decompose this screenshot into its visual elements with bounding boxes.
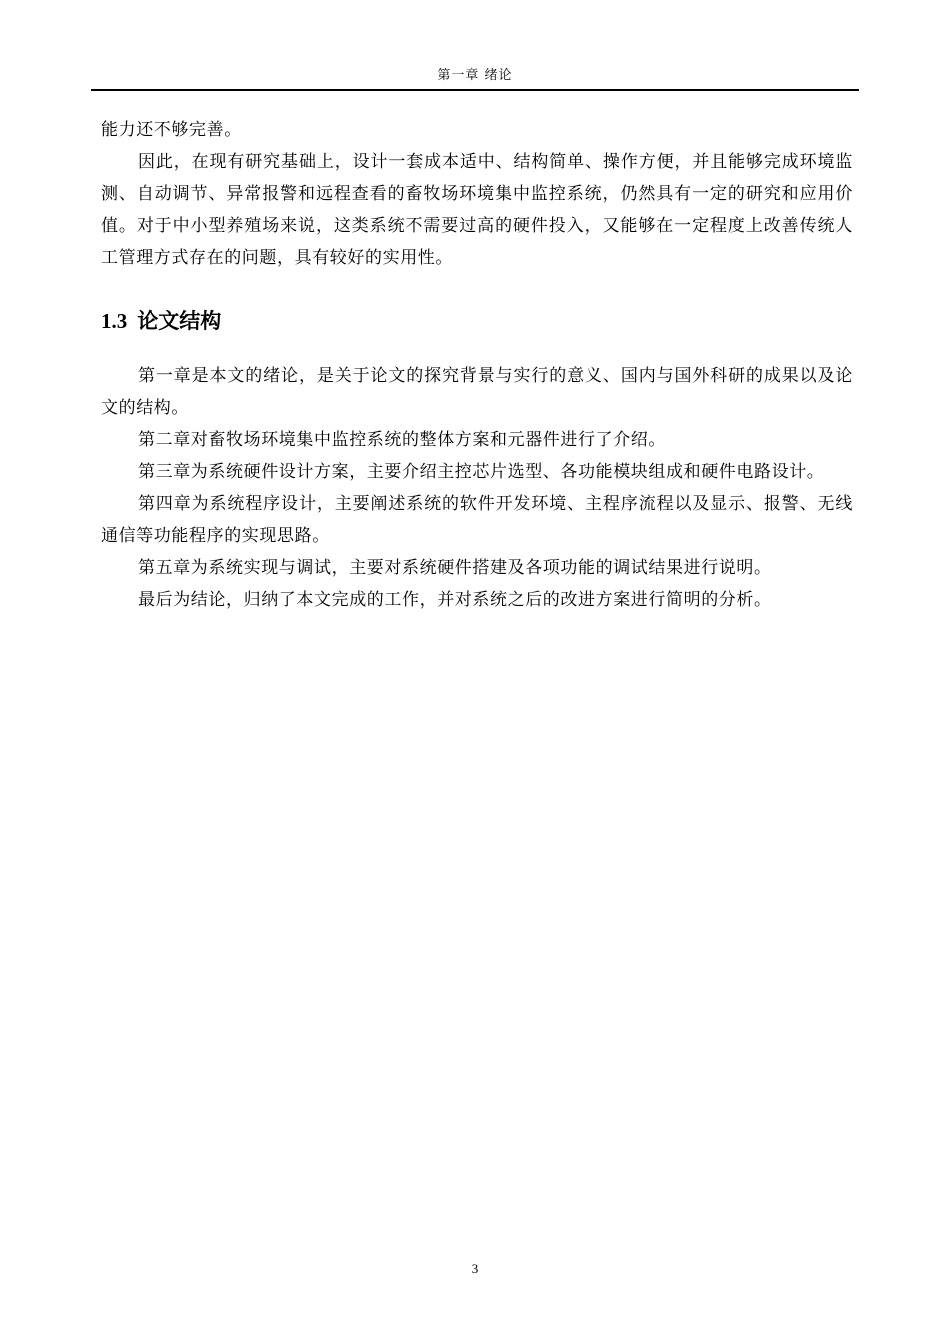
running-header: 第一章 绪论 [437, 68, 513, 83]
body-paragraph: 能力还不够完善。 [101, 120, 242, 140]
page-number: 3 [471, 1261, 479, 1276]
section-heading [101, 307, 853, 335]
body-paragraph: 因此，在现有研究基础上，设计一套成本适中、结构简单、操作方便，并且能够完成环境监测、自动调节、异常报警和远程查看的畜牧场环境集中监控系统，仍然具有一定的研究和应用价值。对于中小型养殖场来说，这类系统不需要过高的硬件投入，又能够在一定程度上改善传统人工管理方式存在的问题，具有较好的实用性。 [101, 152, 853, 268]
body-paragraph: 最后为结论，归纳了本文完成的工作，并对系统之后的改进方案进行简明的分析。 [138, 590, 772, 610]
body-paragraph: 第四章为系统程序设计，主要阐述系统的软件开发环境、主程序流程以及显示、报警、无线通信等功能程序的实现思路。 [101, 494, 853, 546]
body-content [101, 114, 853, 616]
body-paragraph: 第二章对畜牧场环境集中监控系统的整体方案和元器件进行了介绍。 [138, 430, 666, 450]
body-paragraph: 第一章是本文的绪论，是关于论文的探究背景与实行的意义、国内与国外科研的成果以及论文的结构。 [101, 366, 853, 418]
section-title: 论文结构 [137, 309, 222, 333]
header-rule [91, 89, 859, 91]
body-paragraph: 第三章为系统硬件设计方案，主要介绍主控芯片选型、各功能模块组成和硬件电路设计。 [138, 462, 825, 482]
section-number: 1.3 [101, 309, 128, 333]
page-header [91, 0, 859, 92]
body-paragraph: 第五章为系统实现与调试，主要对系统硬件搭建及各项功能的调试结果进行说明。 [138, 558, 772, 578]
